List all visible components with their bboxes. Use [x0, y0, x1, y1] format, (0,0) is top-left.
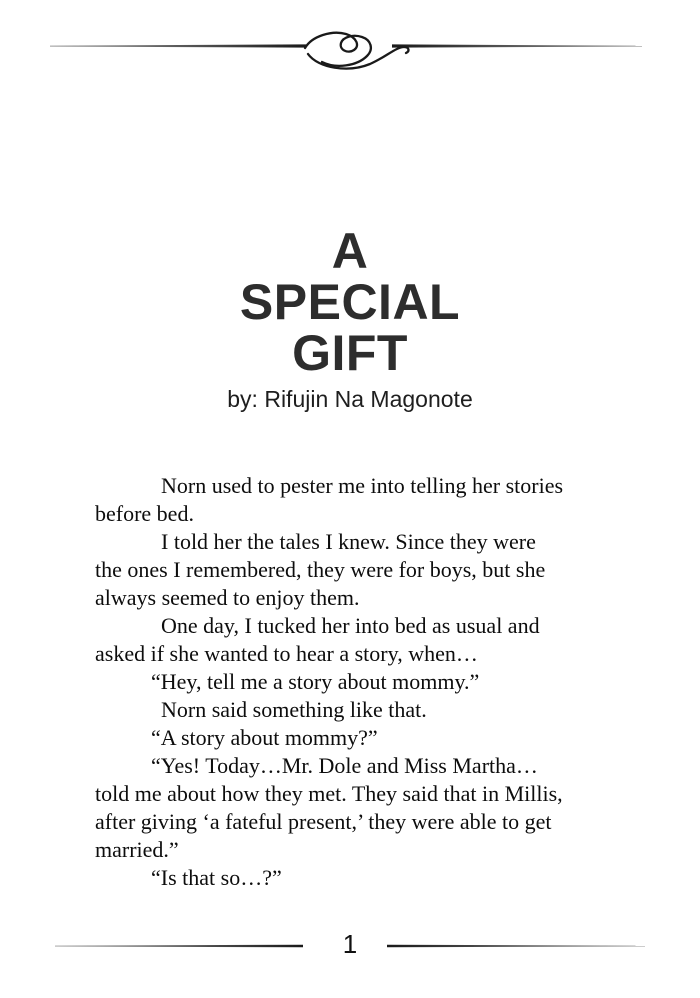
body-line: married.” — [95, 837, 179, 862]
page-title-line-2: SPECIAL — [239, 274, 461, 330]
body-line: I told her the tales I knew. Since they were — [161, 529, 536, 554]
body-line: Norn said something like that. — [161, 697, 427, 722]
body-line: after giving ‘a fateful present,’ they were able to get — [95, 809, 552, 834]
author-byline: by: Rifujin Na Magonote — [227, 386, 473, 412]
page-title-line-1: A — [331, 223, 369, 279]
body-line: the ones I remembered, they were for boys, but she — [95, 557, 546, 582]
page-title-line-3: GIFT — [292, 325, 408, 381]
body-line: “Yes! Today…Mr. Dole and Miss Martha… — [151, 753, 538, 778]
title-block — [0, 223, 700, 412]
body-line: always seemed to enjoy them. — [95, 585, 360, 610]
body-line: before bed. — [95, 501, 194, 526]
body-line: One day, I tucked her into bed as usual and — [161, 613, 540, 638]
body-line: Norn used to pester me into telling her stories — [161, 473, 564, 498]
top-divider — [0, 28, 700, 80]
top-divider-right-line — [392, 44, 642, 47]
body-line: asked if she wanted to hear a story, when… — [95, 641, 478, 666]
flourish-icon — [305, 33, 408, 69]
story-text — [95, 472, 615, 892]
body-line: “Hey, tell me a story about mommy.” — [151, 669, 480, 694]
page-number: 1 — [342, 929, 358, 959]
top-divider-left-line — [50, 44, 306, 47]
body-line: “A story about mommy?” — [151, 725, 378, 750]
body-line: “Is that so…?” — [151, 865, 282, 890]
body-line: told me about how they met. They said that in Millis, — [95, 781, 563, 806]
